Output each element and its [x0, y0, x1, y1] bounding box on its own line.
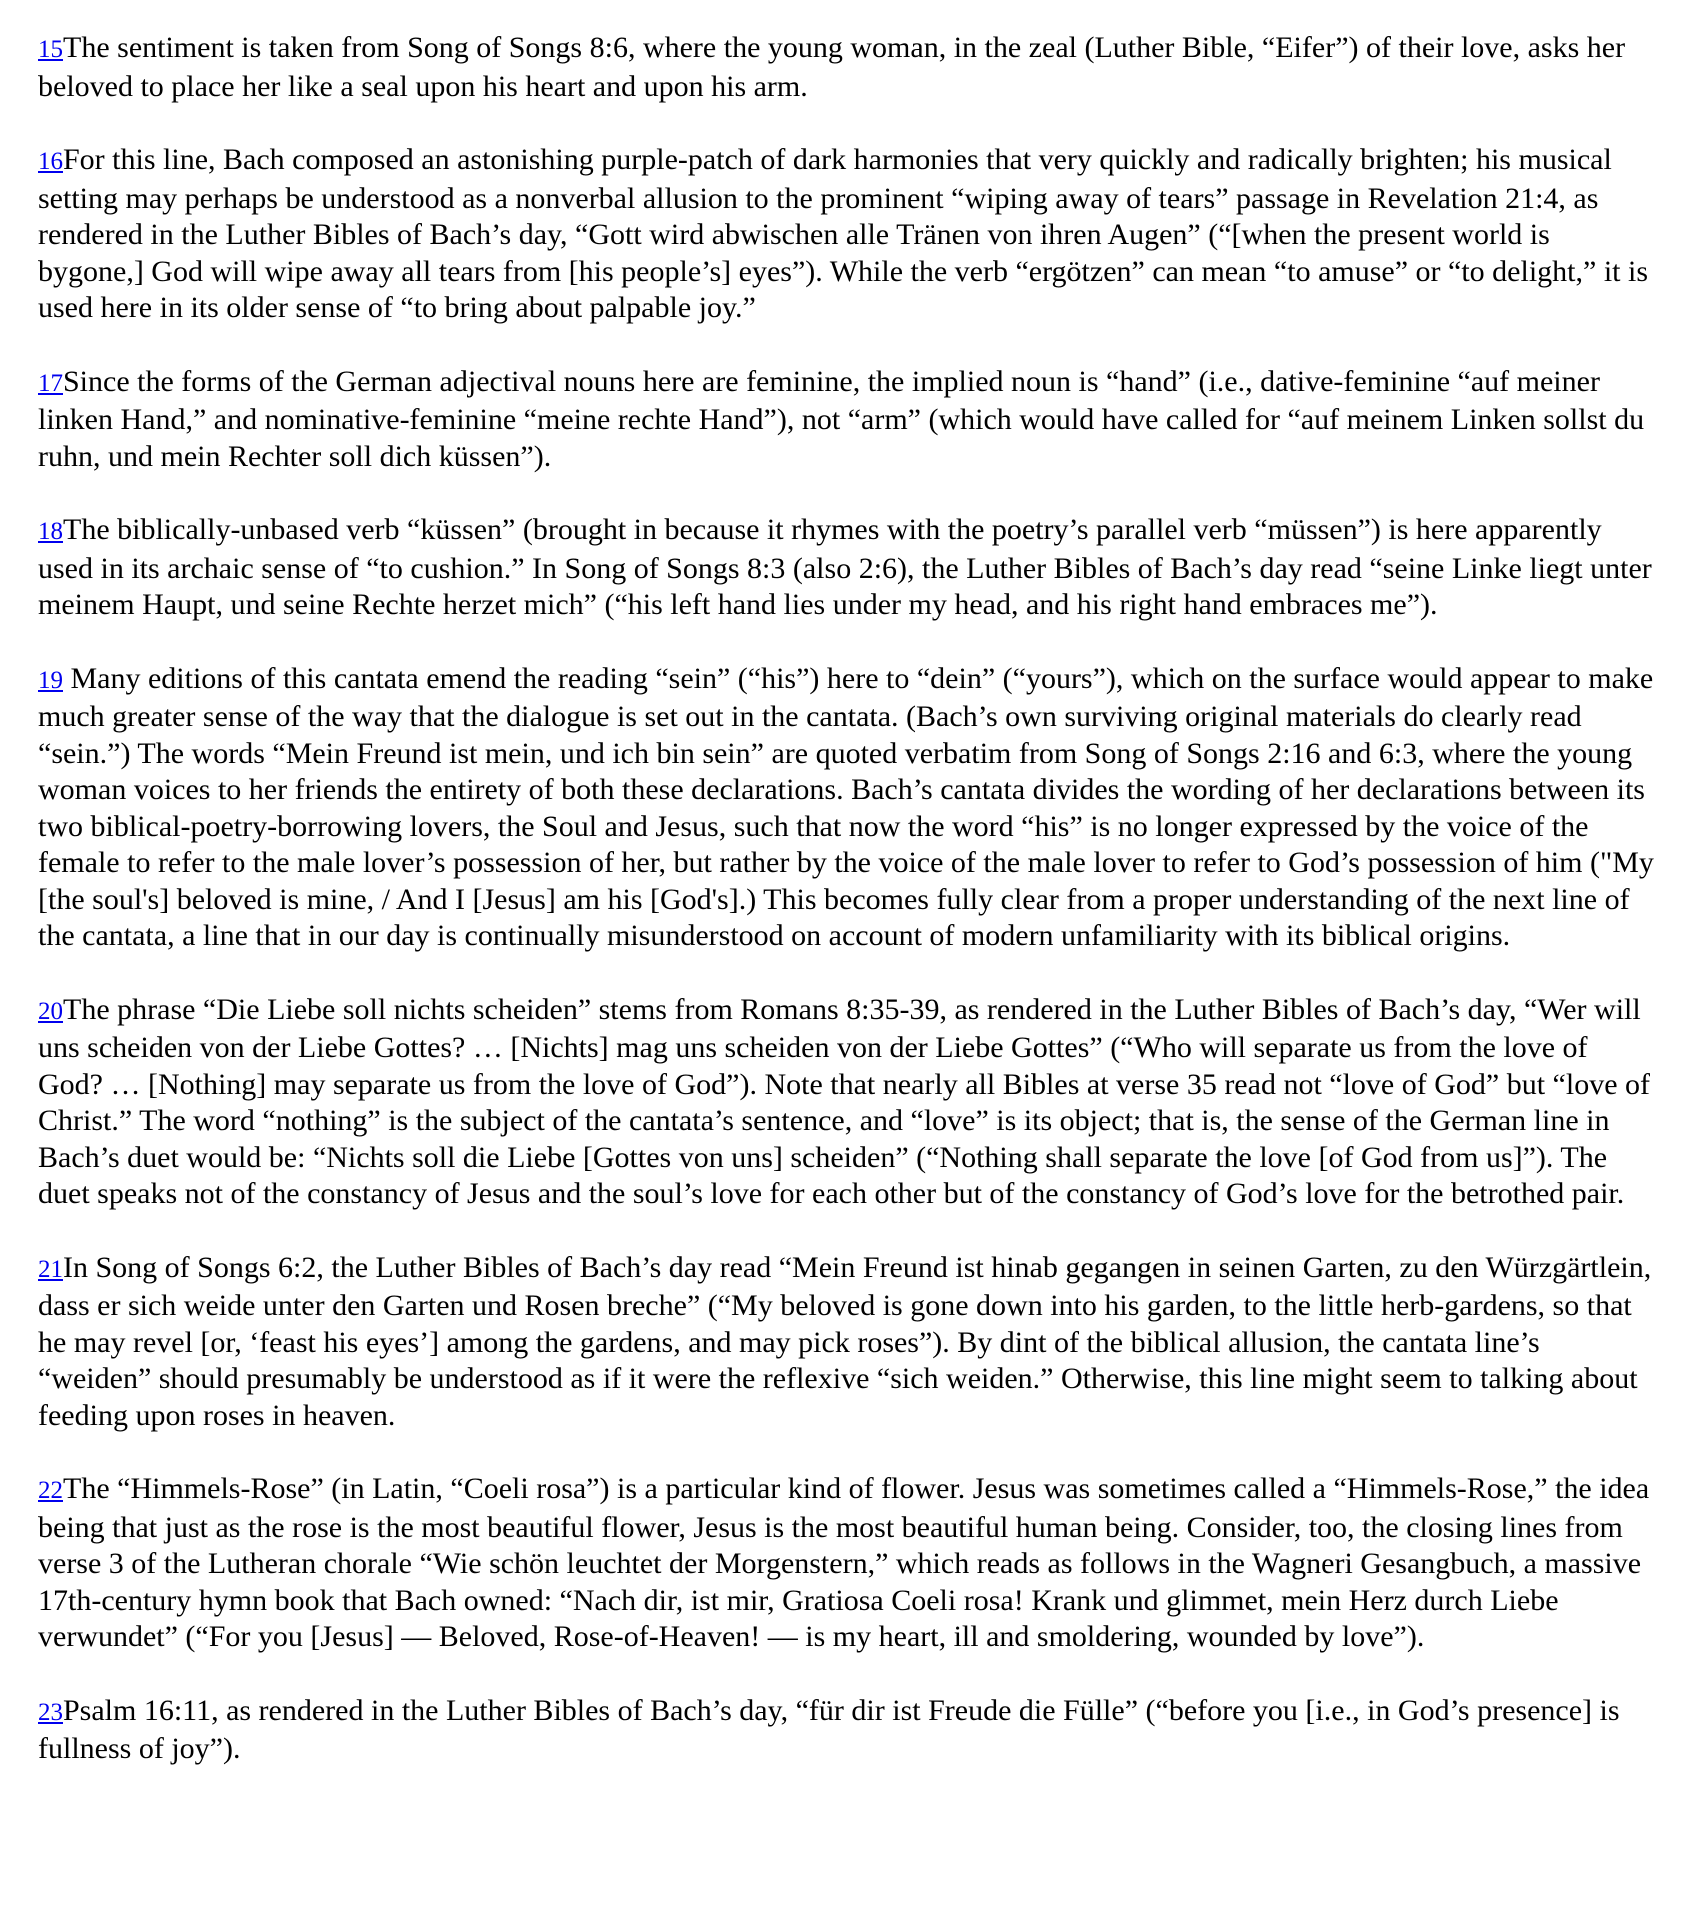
footnote-text: Since the forms of the German adjectival nouns here are feminine, the implied noun is “hand” (i.e., dative-feminine “auf meiner linken Hand,” and nominative-feminine “meine rechte Hand”), not “arm” (which would have called for “auf meinem Linken sollst du ruhn, und mein Rechter soll dich küssen”).	[38, 364, 1645, 473]
footnote-20	[38, 992, 1658, 1213]
footnote-18	[38, 512, 1658, 624]
footnote-17	[38, 364, 1658, 476]
footnote-23	[38, 1693, 1658, 1768]
footnote-ref-link[interactable]: 15	[38, 36, 63, 63]
footnote-ref-link[interactable]: 19	[38, 666, 63, 694]
footnote-16	[38, 142, 1658, 327]
footnote-22	[38, 1471, 1658, 1656]
footnote-ref-link[interactable]: 21	[38, 1255, 63, 1283]
footnote-ref-link[interactable]: 16	[38, 148, 63, 175]
footnote-15	[38, 30, 1658, 105]
footnote-text: For this line, Bach composed an astonishing purple-patch of dark harmonies that very quickly and radically brighten; his musical setting may perhaps be understood as a nonverbal allusion to the prominent “wiping away of tears” passage in Revelation 21:4, as rendered in the Luther Bibles of Bach’s day, “Gott wird abwischen alle Tränen von ihren Augen” (“[when the present world is bygone,] God will wipe away all tears from [his people’s] eyes”). While the verb “ergötzen” can mean “to amuse” or “to delight,” it is used here in its older sense of “to bring about palpable joy.”	[38, 143, 1648, 324]
footnote-text: The sentiment is taken from Song of Songs 8:6, where the young woman, in the zeal (Luther Bible, “Eifer”) of their love, asks her beloved to place her like a seal upon his heart and upon his arm.	[38, 31, 1626, 103]
footnote-ref-link[interactable]: 17	[38, 369, 63, 397]
footnote-text: In Song of Songs 6:2, the Luther Bibles of Bach’s day read “Mein Freund ist hinab gegangen in seinen Garten, zu den Würzgärtlein, dass er sich weide unter den Garten und Rosen breche” (“My beloved is gone down into his garden, to the little herb-gardens, so that he may revel [or, ‘feast his eyes’] among the gardens, and may pick roses”). By dint of the biblical allusion, the cantata line’s “weiden” should presumably be understood as if it were the reflexive “sich weiden.” Otherwise, this line might seem to talking about feeding upon roses in heaven.	[38, 1250, 1652, 1432]
footnote-text: The phrase “Die Liebe soll nichts scheiden” stems from Romans 8:35-39, as rendered in the Luther Bibles of Bach’s day, “Wer will uns scheiden von der Liebe Gottes? … [Nichts] mag uns scheiden von der Liebe Gottes” (“Who will separate us from the love of God? … [Nothing] may separate us from the love of God”). Note that nearly all Bibles at verse 35 read not “love of God” but “love of Christ.” The word “nothing” is the subject of the cantata’s sentence, and “love” is its object; that is, the sense of the German line in Bach’s duet would be: “Nichts soll die Liebe [Gottes von uns] scheiden” (“Nothing shall separate the love [of God from us]”). The duet speaks not of the constancy of Jesus and the soul’s love for each other but of the constancy of God’s love for the betrothed pair.	[38, 992, 1651, 1210]
footnote-ref-link[interactable]: 23	[38, 1698, 63, 1726]
footnote-19	[38, 661, 1658, 955]
footnote-text: Many editions of this cantata emend the reading “sein” (“his”) here to “dein” (“yours”), which on the surface would appear to make much greater sense of the way that the dialogue is set out in the cantata. (Bach’s own surviving original materials do clearly read “sein.”) The words “Mein Freund ist mein, und ich bin sein” are quoted verbatim from Song of Songs 2:16 and 6:3, where the young woman voices to her friends the entirety of both these declarations. Bach’s cantata divides the wording of her declarations between its two biblical-poetry-borrowing lovers, the Soul and Jesus, such that now the word “his” is no longer expressed by the voice of the female to refer to the male lover’s possession of her, but rather by the voice of the male lover to refer to God’s possession of him ("My [the soul's] beloved is mine, / And I [Jesus] am his [God's].) This becomes fully clear from a proper understanding of the next line of the cantata, a line that in our day is continually misunderstood on account of modern unfamiliarity with its biblical origins.	[38, 661, 1654, 952]
footnote-text: The “Himmels-Rose” (in Latin, “Coeli rosa”) is a particular kind of flower. Jesus was sometimes called a “Himmels-Rose,” the idea being that just as the rose is the most beautiful flower, Jesus is the most beautiful human being. Consider, too, the closing lines from verse 3 of the Lutheran chorale “Wie schön leuchtet der Morgenstern,” which reads as follows in the Wagneri Gesangbuch, a massive 17th-century hymn book that Bach owned: “Nach dir, ist mir, Gratiosa Coeli rosa! Krank und glimmet, mein Herz durch Liebe verwundet” (“For you [Jesus] — Beloved, Rose-of-Heaven! — is my heart, ill and smoldering, wounded by love”).	[38, 1472, 1650, 1653]
footnotes-list	[38, 30, 1658, 1805]
footnote-ref-link[interactable]: 18	[38, 518, 63, 545]
footnote-ref-link[interactable]: 22	[38, 1477, 63, 1504]
footnote-ref-link[interactable]: 20	[38, 997, 63, 1025]
footnote-21	[38, 1250, 1658, 1435]
footnote-text: Psalm 16:11, as rendered in the Luther Bibles of Bach’s day, “für dir ist Freude die Fülle” (“before you [i.e., in God’s presence] is fullness of joy”).	[38, 1693, 1620, 1765]
footnote-text: The biblically-unbased verb “küssen” (brought in because it rhymes with the poetry’s parallel verb “müssen”) is here apparently used in its archaic sense of “to cushion.” In Song of Songs 8:3 (also 2:6), the Luther Bibles of Bach’s day read “seine Linke liegt unter meinem Haupt, und seine Rechte herzet mich” (“his left hand lies under my head, and his right hand embraces me”).	[38, 513, 1652, 621]
